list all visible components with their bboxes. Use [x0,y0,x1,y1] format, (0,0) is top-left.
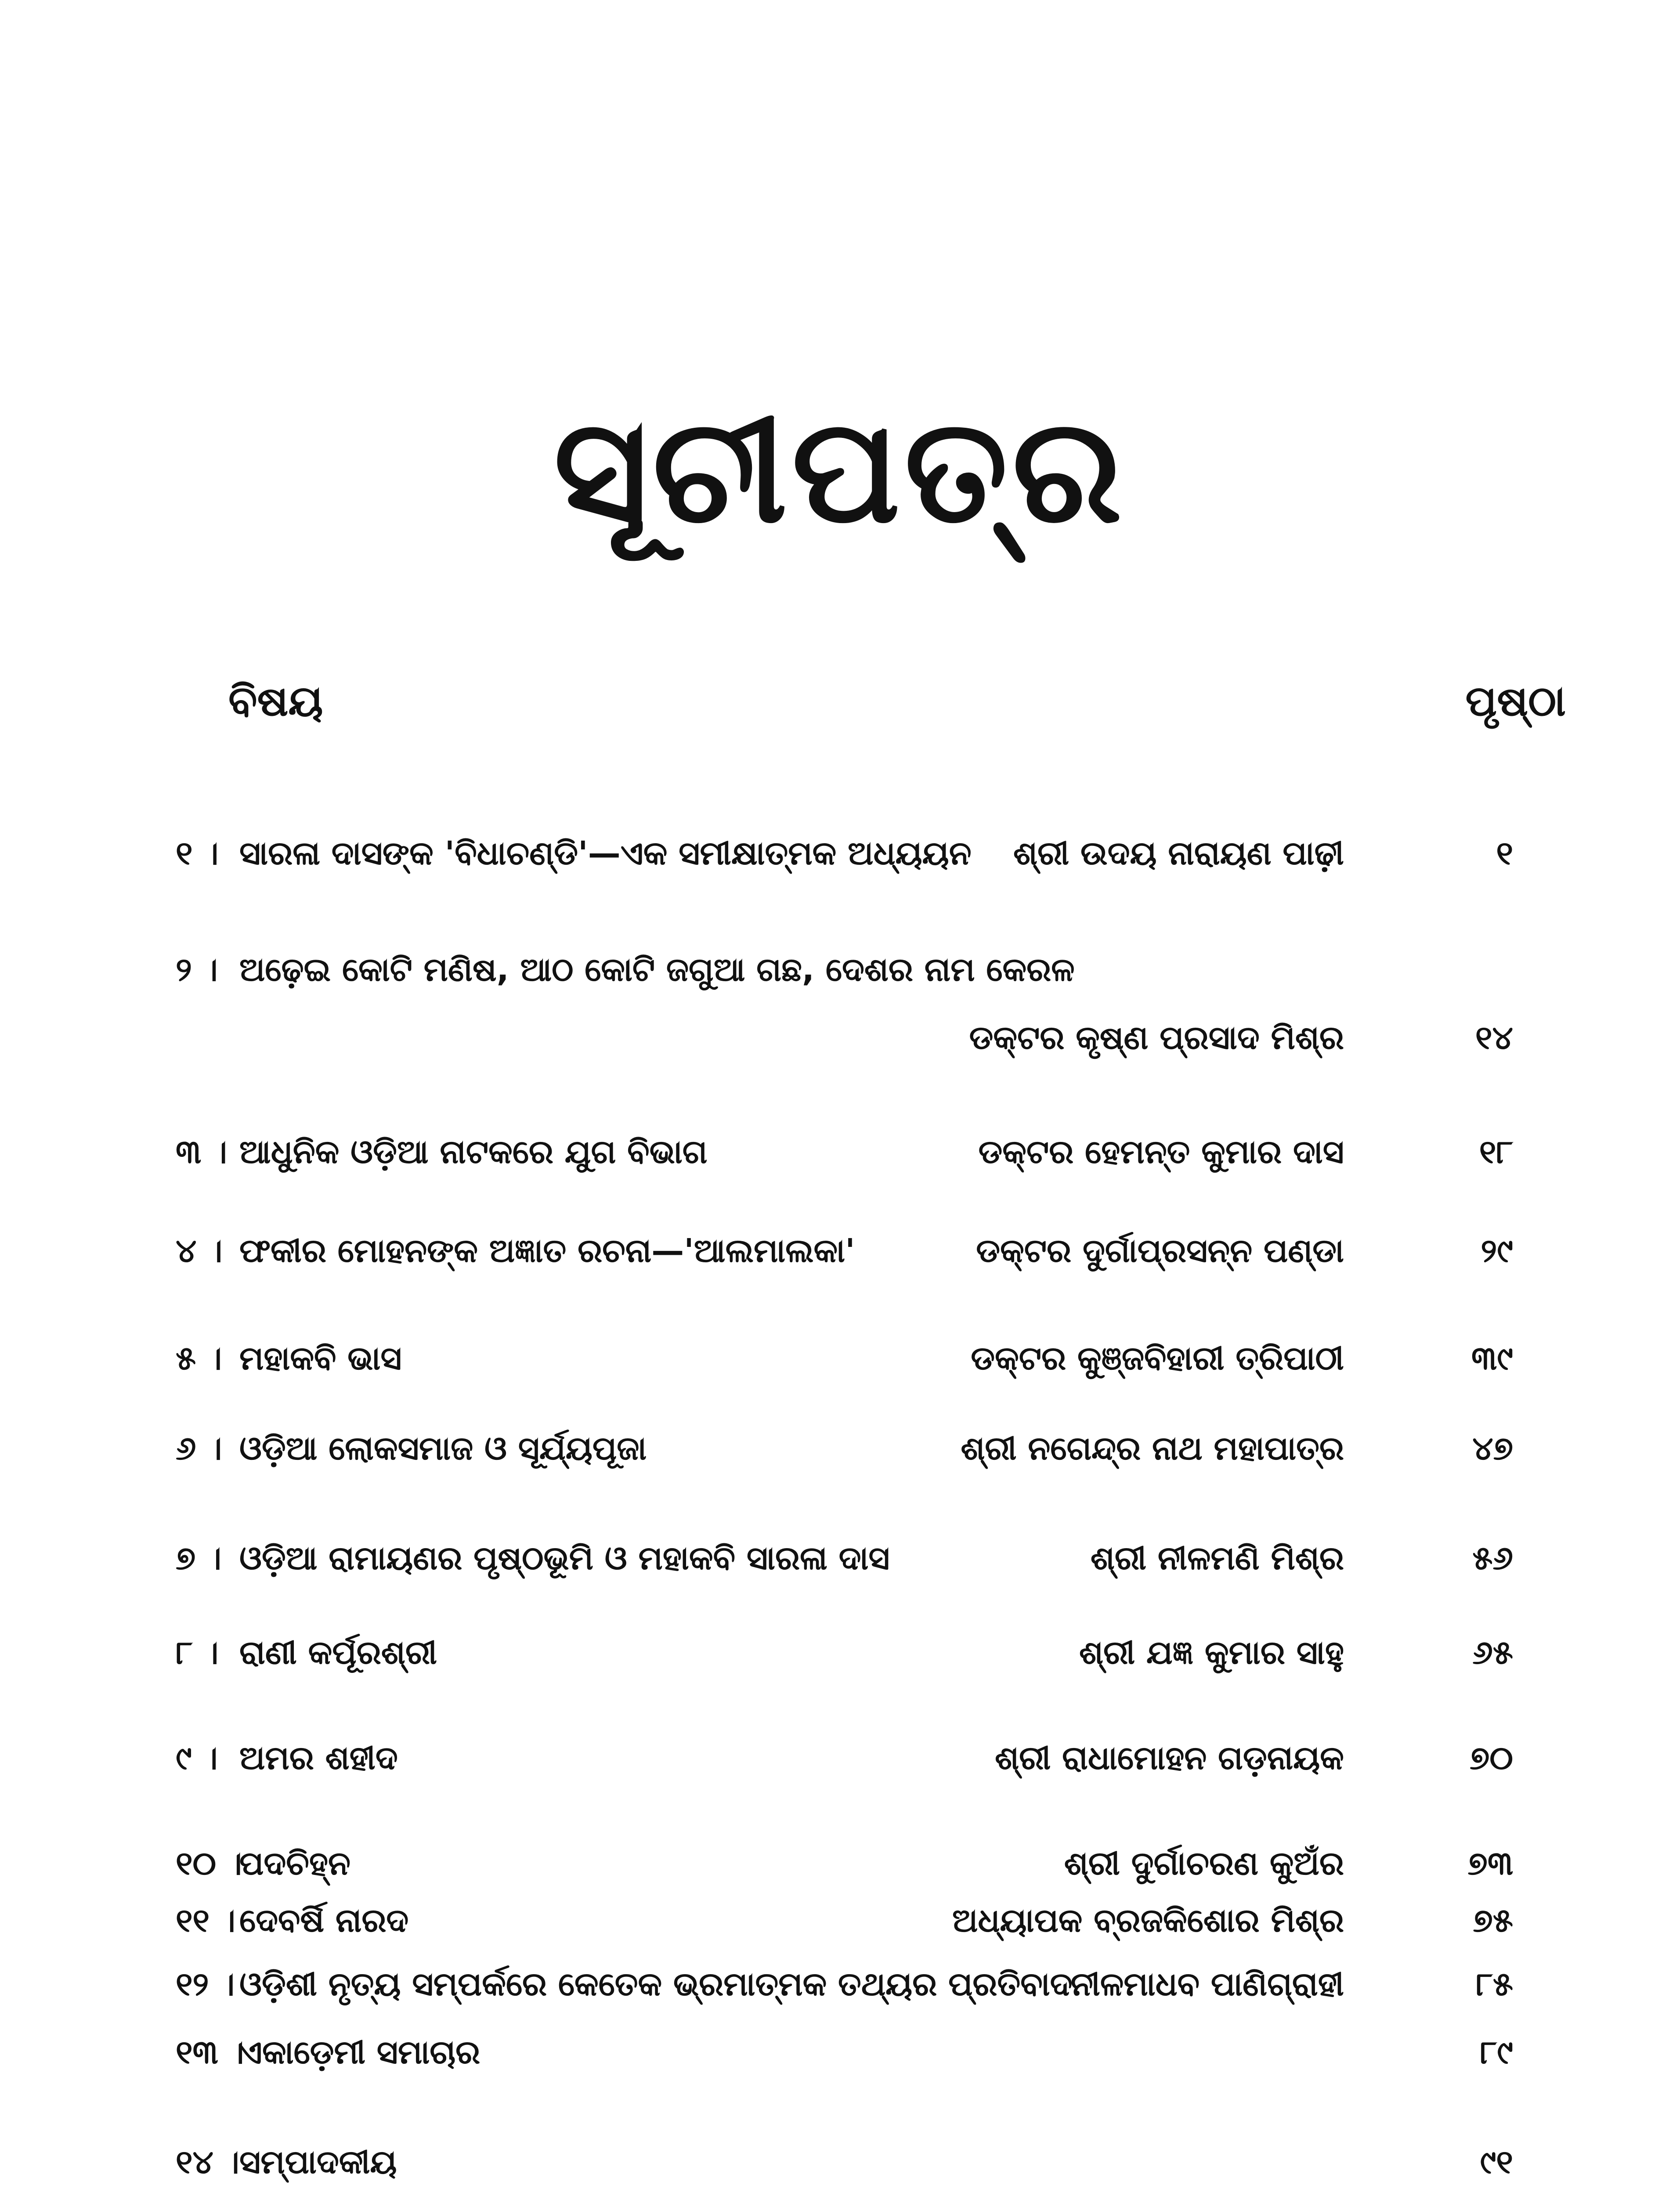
entry-page: ୫୬ [1472,1539,1513,1577]
entry-page: ୧ [1496,834,1513,872]
entry-title: ଓଡ଼ିଶୀ ନୃତ୍ୟ ସମ୍ପର୍କରେ କେତେକ ଭ୍ରମାତ୍ମକ ତଥ୍ୟର ପ୍ରତିବାଦ [239,1965,1073,2003]
entry-number: ୫ । [176,1340,222,1377]
subject-column-header: ବିଷୟ [228,676,323,726]
entry-number: ୧ । [176,834,219,872]
entry-title: ଏକାଡ଼େମୀ ସମାଚାର [239,2033,481,2071]
entry-page: ୭୦ [1470,1739,1513,1777]
entry-page: ୮୯ [1480,2033,1513,2071]
entry-author: ଶ୍ରୀ ରାଧାମୋହନ ଗଡ଼ନାୟକ [995,1739,1344,1777]
entry-page: ୯୧ [1480,2143,1513,2181]
entry-number: ୧୨ । [176,1965,235,2003]
entry-page: ୧୮ [1479,1133,1513,1171]
entry-author: ଶ୍ରୀ ଉଦୟ ନାରାୟଣ ପାଢ଼ୀ [1013,834,1344,872]
entry-author: ଶ୍ରୀ ଯଜ୍ଞ କୁମାର ସାହୁ [1079,1634,1344,1672]
entry-title: ଫକୀର ମୋହନଙ୍କ ଅଜ୍ଞାତ ରଚନା—'ଆଲମାଲକା' [239,1232,855,1270]
entry-author: ଶ୍ରୀ ନଗେନ୍ଦ୍ର ନାଥ ମହାପାତ୍ର [961,1430,1344,1467]
entry-number: ୮ । [176,1634,219,1672]
entry-number: ୨ । [176,951,218,989]
entry-title: ମହାକବି ଭାସ [239,1340,402,1377]
entry-number: ୯ । [176,1739,218,1777]
entry-page: ୬୫ [1472,1634,1513,1672]
entry-number: ୪ । [176,1232,223,1270]
entry-page: ୧୪ [1475,1019,1513,1057]
page-title: ସୂଚୀପତ୍ର [553,386,1127,555]
entry-title: ସମ୍ପାଦକୀୟ [239,2143,397,2181]
entry-author: ଡକ୍ଟର କୃଷ୍ଣ ପ୍ରସାଦ ମିଶ୍ର [969,1019,1344,1057]
entry-page: ୭୫ [1473,1902,1513,1940]
entry-author: ଡକ୍ଟର ହେମନ୍ତ କୁମାର ଦାସ [978,1133,1344,1171]
entry-number: ୧୦ । [176,1845,242,1882]
entry-title: ଦେବର୍ଷି ନାରଦ [239,1902,409,1940]
entry-number: ୧୪ । [176,2143,240,2181]
entry-page: ୭୩ [1467,1845,1513,1882]
entry-author: ନୀଳମାଧବ ପାଣିଗ୍ରାହୀ [1070,1965,1344,2003]
entry-title: ଆଧୁନିକ ଓଡ଼ିଆ ନାଟକରେ ଯୁଗ ବିଭାଗ [239,1133,708,1171]
entry-title: ଓଡ଼ିଆ ରାମାୟଣର ପୃଷ୍ଠଭୂମି ଓ ମହାକବି ସାରଳା ଦାସ [239,1539,890,1577]
entry-title: ସାରଳା ଦାସଙ୍କ 'ବିଧାଚଣ୍ଡି'—ଏକ ସମୀକ୍ଷାତ୍ମକ ଅଧ୍ୟୟନ [239,834,972,872]
entry-page: ୨୯ [1481,1232,1513,1270]
entry-author: ଡକ୍ଟର ଦୁର୍ଗାପ୍ରସନ୍ନ ପଣ୍ଡା [976,1232,1344,1270]
entry-author: ଶ୍ରୀ ନୀଳମଣି ମିଶ୍ର [1090,1539,1344,1577]
entry-author: ଅଧ୍ୟାପକ ବ୍ରଜକିଶୋର ମିଶ୍ର [952,1902,1344,1940]
entry-number: ୭ । [176,1539,222,1577]
page-column-header: ପୃଷ୍ଠା [1465,676,1566,726]
entry-title: ରାଣୀ କର୍ପୂରଶ୍ରୀ [239,1634,437,1672]
entry-number: ୧୧ । [176,1902,236,1940]
entry-title: ଓଡ଼ିଆ ଲୋକସମାଜ ଓ ସୂର୍ଯ୍ୟପୂଜା [239,1430,647,1467]
entry-title: ଅମର ଶହୀଦ [239,1739,398,1777]
entry-page: ୮୫ [1476,1965,1513,2003]
entry-title: ପଦଚିହ୍ନ [239,1845,351,1882]
entry-number: ୩ । [176,1133,228,1171]
entry-number: ୧୩ । [176,2033,244,2071]
entry-author: ଡକ୍ଟର କୁଞ୍ଜବିହାରୀ ତ୍ରିପାଠୀ [971,1340,1344,1377]
entry-page: ୪୭ [1472,1430,1513,1467]
entry-number: ୬ । [176,1430,222,1467]
entry-title: ଅଢ଼େଇ କୋଟି ମଣିଷ, ଆଠ କୋଟି ଜଗୁଆ ଗଛ, ଦେଶର ନାମ କେରଳ [239,951,1075,989]
entry-author: ଶ୍ରୀ ଦୁର୍ଗାଚରଣ କୁଅଁର [1064,1845,1344,1882]
entry-page: ୩୯ [1471,1340,1513,1377]
